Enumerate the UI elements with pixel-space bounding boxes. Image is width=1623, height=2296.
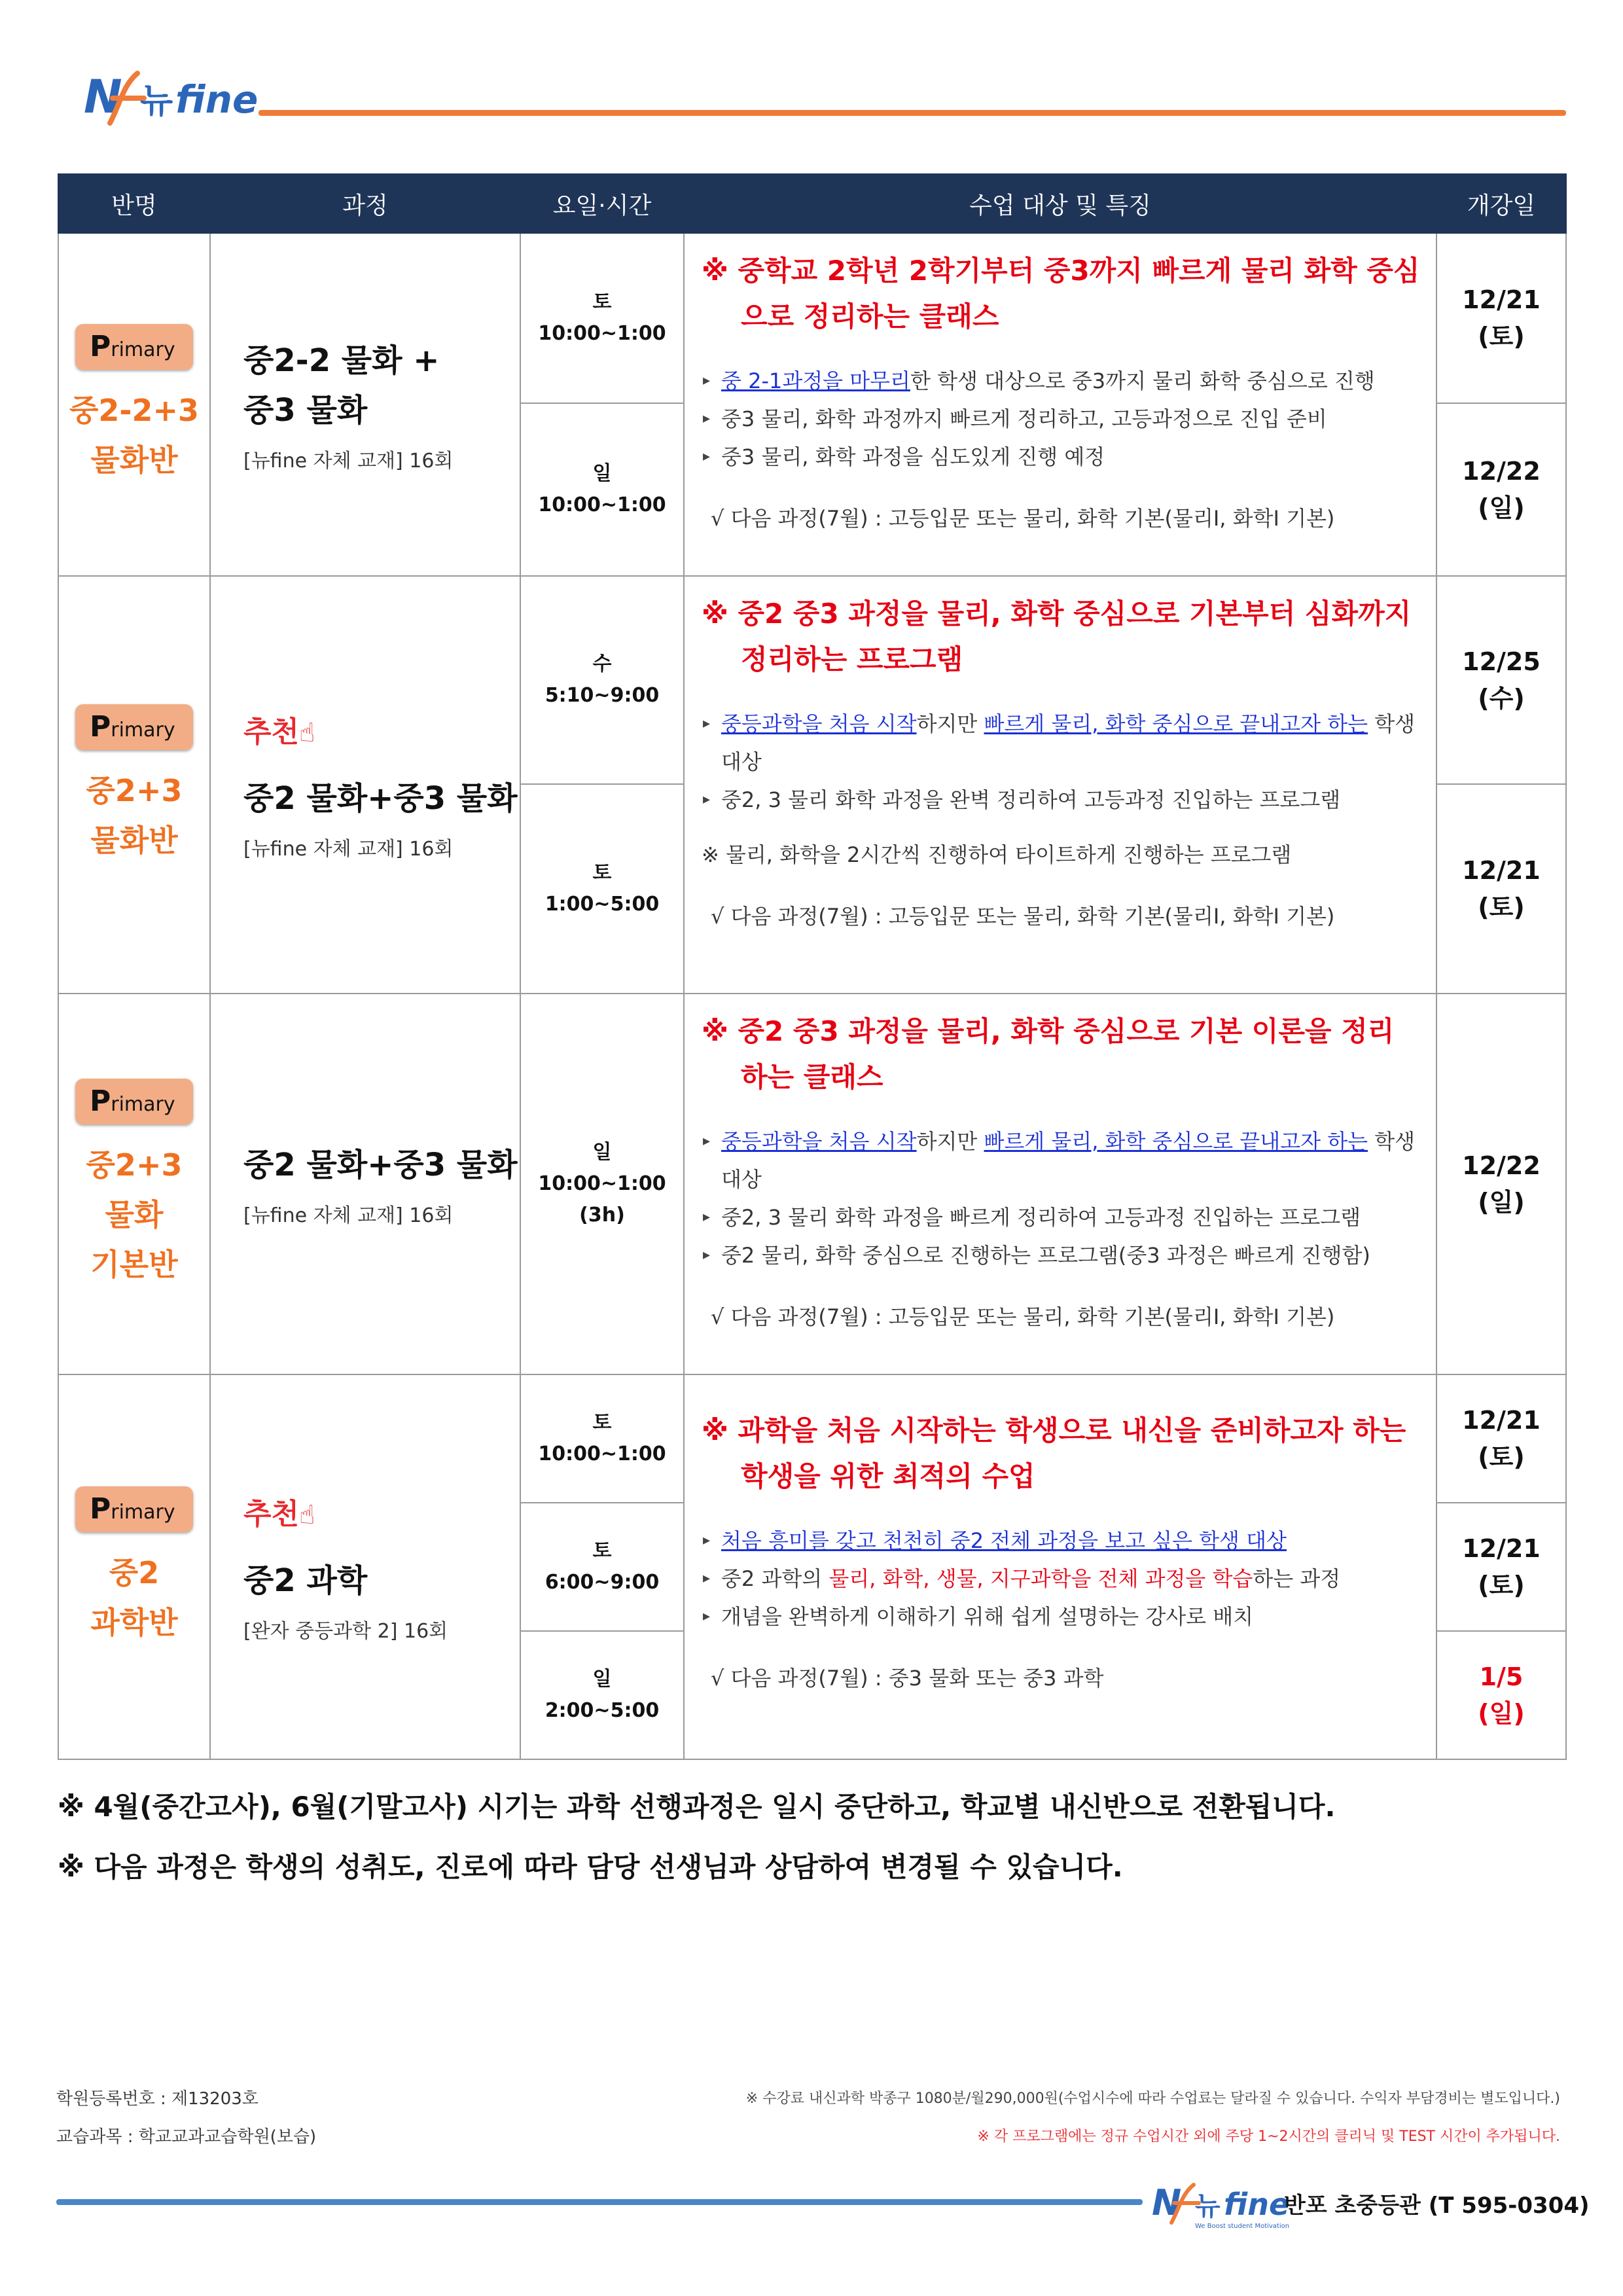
time-slot: 토 6:00~9:00	[520, 1503, 684, 1631]
time-slot: 수 5:10~9:00	[520, 576, 684, 784]
svg-text:N: N	[1152, 2182, 1182, 2223]
next-course: √ 다음 과정(7월) : 중3 물화 또는 중3 과학	[711, 1666, 1104, 1691]
course-textbook: [뉴fine 자체 교재] 16회	[243, 450, 454, 473]
course-textbook: [뉴fine 자체 교재] 16회	[243, 838, 454, 861]
primary-badge: Primary	[75, 704, 193, 750]
class-name: 중2-2+3 물화반	[69, 393, 200, 478]
course-cell	[210, 233, 520, 576]
table-row	[58, 233, 1566, 403]
course-name: 중2-2 물화 + 중3 물화	[243, 342, 440, 429]
description-headline: ※ 과학을 처음 시작하는 학생으로 내신을 준비하고자 하는 학생을 위한 최적의 수업	[702, 1414, 1406, 1492]
table-row	[58, 1374, 1566, 1503]
thumbs-up-icon: ☝	[299, 1500, 315, 1530]
bullet: ▸ 중등과학을 처음 시작하지만 빠르게 물리, 화학 중심으로 끝내고자 하는 학생 대상	[702, 1122, 1420, 1198]
description-headline: ※ 중학교 2학년 2학기부터 중3까지 빠르게 물리 화학 중심으로 정리하는 클래스	[702, 255, 1420, 332]
registration-number: 학원등록번호 : 제13203호	[56, 2089, 259, 2109]
svg-text:N: N	[84, 70, 122, 124]
time-slot: 일 2:00~5:00	[520, 1631, 684, 1759]
start-date: 12/21 (토)	[1436, 1503, 1566, 1631]
course-textbook: [뉴fine 자체 교재] 16회	[243, 1204, 454, 1227]
header-description: 수업 대상 및 특징	[684, 174, 1436, 233]
recommend-label: 추천☝	[243, 1498, 315, 1531]
time-slot: 일 10:00~1:00 (3h)	[520, 994, 684, 1374]
table-header-row	[58, 174, 1566, 233]
description-cell	[684, 576, 1436, 994]
next-course: √ 다음 과정(7월) : 고등입문 또는 물리, 화학 기본(물리I, 화학I 기본)	[711, 1304, 1335, 1329]
bullet: ▸ 개념을 완벽하게 이해하기 위해 쉽게 설명하는 강사로 배치	[702, 1598, 1420, 1636]
svg-text:We Boost student Motivation: We Boost student Motivation	[1195, 2223, 1290, 2230]
time-slot: 일 10:00~1:00	[520, 403, 684, 576]
bullet: ▸ 중2 물리, 화학 중심으로 진행하는 프로그램(중3 과정은 빠르게 진행함)	[702, 1236, 1420, 1274]
svg-text:fine: fine	[175, 77, 259, 122]
start-date: 12/21 (토)	[1436, 784, 1566, 994]
header-class: 반명	[58, 174, 210, 233]
footer-rule	[56, 2199, 1143, 2205]
class-name-cell	[58, 994, 210, 1374]
svg-text:뉴: 뉴	[140, 82, 173, 121]
time-slot: 토 1:00~5:00	[520, 784, 684, 994]
bullet: ▸ 중3 물리, 화학 과정을 심도있게 진행 예정	[702, 438, 1420, 476]
description-cell	[684, 994, 1436, 1374]
bullet: ▸ 중2, 3 물리 화학 과정을 완벽 정리하여 고등과정 진입하는 프로그램	[702, 781, 1420, 819]
start-date: 12/21 (토)	[1436, 1374, 1566, 1503]
svg-text:fine: fine	[1224, 2187, 1290, 2222]
header-start-date: 개강일	[1436, 174, 1566, 233]
bullet: ▸ 중등과학을 처음 시작하지만 빠르게 물리, 화학 중심으로 끝내고자 하는 학생 대상	[702, 705, 1420, 781]
course-name: 중2 과학	[243, 1562, 368, 1599]
course-textbook: [완자 중등과학 2] 16회	[243, 1620, 448, 1643]
class-name: 중2 과학반	[90, 1555, 178, 1640]
description-headline: ※ 중2 중3 과정을 물리, 화학 중심으로 기본 이론을 정리하는 클래스	[702, 1015, 1395, 1093]
footer-right	[746, 2080, 1560, 2156]
description-cell	[684, 233, 1436, 576]
header-rule	[259, 110, 1566, 116]
primary-badge: Primary	[75, 1079, 193, 1124]
nfine-logo-footer	[1152, 2178, 1290, 2232]
class-name-cell	[58, 1374, 210, 1759]
bullet: ▸ 중 2-1과정을 마무리한 학생 대상으로 중3까지 물리 화학 중심으로 진행	[702, 362, 1420, 400]
start-date: 12/22 (일)	[1436, 403, 1566, 576]
class-name: 중2+3 물화반	[86, 773, 183, 858]
start-date: 12/25 (수)	[1436, 576, 1566, 784]
note: ※ 물리, 화학을 2시간씩 진행하여 타이트하게 진행하는 프로그램	[702, 842, 1292, 867]
time-slot: 토 10:00~1:00	[520, 233, 684, 403]
table-row	[58, 994, 1566, 1374]
next-course: √ 다음 과정(7월) : 고등입문 또는 물리, 화학 기본(물리I, 화학I 기본)	[711, 506, 1335, 531]
bottom-notes	[58, 1785, 1563, 1906]
course-cell	[210, 576, 520, 994]
subject-info: 교습과목 : 학교교과교습학원(보습)	[56, 2127, 317, 2147]
start-date: 12/21 (토)	[1436, 233, 1566, 403]
recommend-label: 추천☝	[243, 715, 315, 749]
clinic-info: ※ 각 프로그램에는 정규 수업시간 외에 주당 1~2시간의 클리닉 및 TEST 시간이 추가됩니다.	[977, 2128, 1560, 2145]
course-cell	[210, 1374, 520, 1759]
start-date: 1/5 (일)	[1436, 1631, 1566, 1759]
nfine-logo	[84, 65, 259, 131]
header-course: 과정	[210, 174, 520, 233]
course-name: 중2 물화+중3 물화	[243, 780, 518, 817]
bullet: ▸ 중2 과학의 물리, 화학, 생물, 지구과학을 전체 과정을 학습하는 과정	[702, 1560, 1420, 1598]
thumbs-up-icon: ☝	[299, 718, 315, 748]
primary-badge: Primary	[75, 1486, 193, 1532]
description-headline: ※ 중2 중3 과정을 물리, 화학 중심으로 기본부터 심화까지 정리하는 프로그램	[702, 598, 1412, 675]
bullet: ▸ 처음 흥미를 갖고 천천히 중2 전체 과정을 보고 싶은 학생 대상	[702, 1522, 1420, 1560]
table-row	[58, 576, 1566, 784]
class-name-cell	[58, 576, 210, 994]
branch-info: 반포 초중등관 (T 595-0304)	[1284, 2193, 1590, 2219]
primary-badge: Primary	[75, 324, 193, 370]
svg-text:뉴: 뉴	[1195, 2191, 1221, 2221]
description-cell	[684, 1374, 1436, 1759]
bullet: ▸ 중3 물리, 화학 과정까지 빠르게 정리하고, 고등과정으로 진입 준비	[702, 400, 1420, 438]
footer-left	[56, 2080, 316, 2156]
start-date: 12/22 (일)	[1436, 994, 1566, 1374]
course-name: 중2 물화+중3 물화	[243, 1147, 518, 1183]
course-table	[58, 173, 1567, 1760]
note-line: ※ 다음 과정은 학생의 성취도, 진로에 따라 담당 선생님과 상담하여 변경될 수 있습니다.	[58, 1851, 1123, 1883]
fee-info: ※ 수강료 내신과학 박종구 1080분/월290,000원(수업시수에 따라 수업료는 달라질 수 있습니다. 수익자 부담경비는 별도입니다.)	[745, 2090, 1560, 2107]
time-slot: 토 10:00~1:00	[520, 1374, 684, 1503]
course-cell	[210, 994, 520, 1374]
header-time: 요일·시간	[520, 174, 684, 233]
bullet: ▸ 중2, 3 물리 화학 과정을 빠르게 정리하여 고등과정 진입하는 프로그램	[702, 1198, 1420, 1236]
class-name: 중2+3 물화 기본반	[86, 1147, 183, 1282]
note-line: ※ 4월(중간고사), 6월(기말고사) 시기는 과학 선행과정은 일시 중단하고, 학교별 내신반으로 전환됩니다.	[58, 1791, 1336, 1823]
class-name-cell	[58, 233, 210, 576]
next-course: √ 다음 과정(7월) : 고등입문 또는 물리, 화학 기본(물리I, 화학I 기본)	[711, 904, 1335, 929]
